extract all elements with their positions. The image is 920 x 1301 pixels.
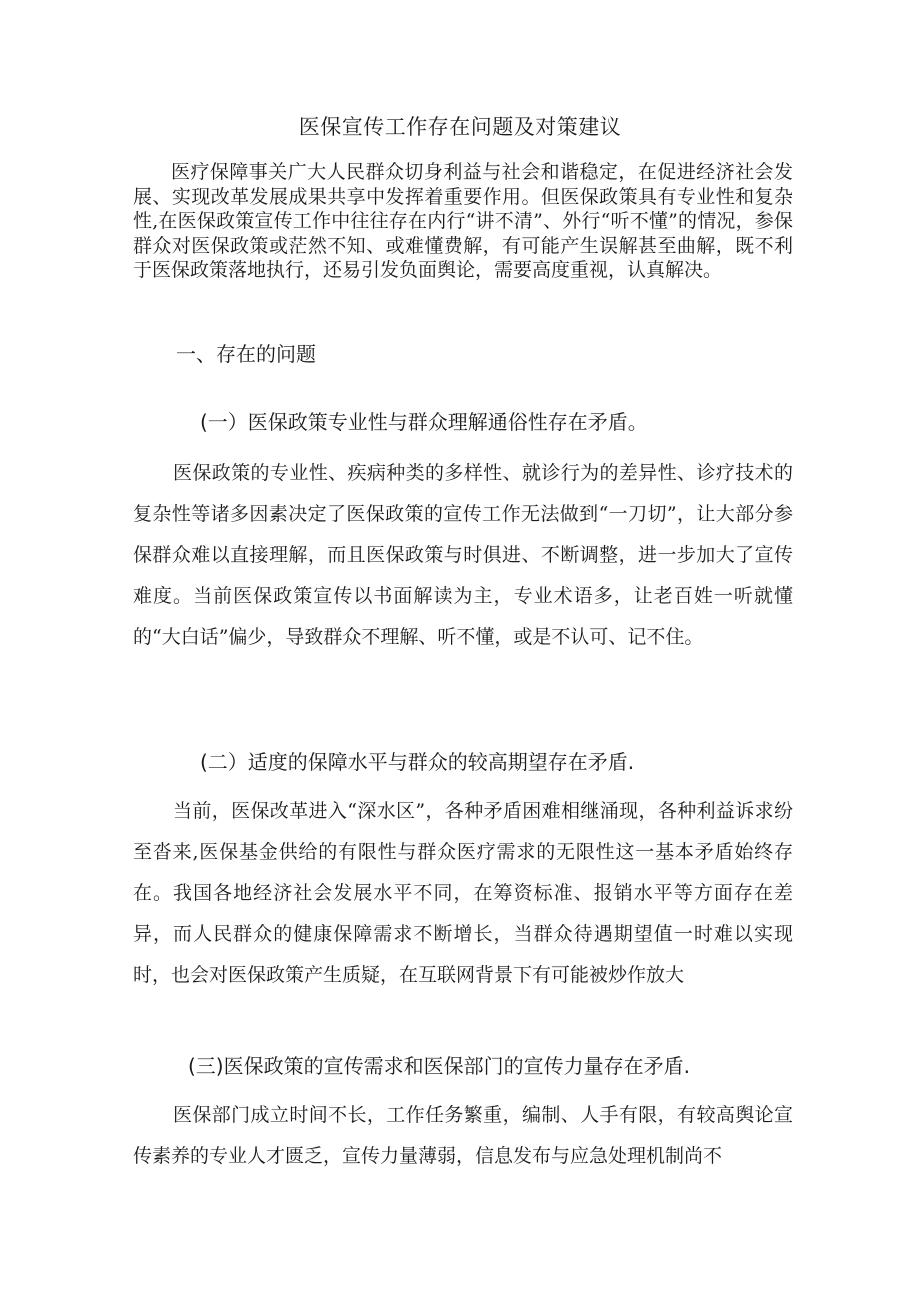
subsection-paragraph-3: 医保部门成立时间不长，工作任务繁重，编制、人手有限，有较高舆论宣传素养的专业人才匮乏，宣传力量薄弱，信息发布与应急处理机制尚不 xyxy=(133,1104,793,1167)
subsection-paragraph-2: 当前，医保改革进入“深水区”，各种矛盾困难相继涌现，各种利益诉求纷至沓来,医保基金供给的有限性与群众医疗需求的无限性这一基本矛盾始终存在。我国各地经济社会发展水平不同，在筹资标准、报销水平等方面存在差异，而人民群众的健康保障需求不断增长，当群众待遇期望值一时难以实现时，也会对医保政策产生质疑，在互联网背景下有可能被炒作放大 xyxy=(133,800,793,986)
section-heading-problems: 一、存在的问题 xyxy=(176,342,316,366)
subsection-heading-1: (一）医保政策专业性与群众理解通俗性存在矛盾。 xyxy=(200,410,648,434)
subsection-heading-2: (二）适度的保障水平与群众的较高期望存在矛盾. xyxy=(200,750,635,774)
subsection-heading-3: (三)医保政策的宣传需求和医保部门的宣传力量存在矛盾. xyxy=(188,1054,690,1078)
intro-paragraph: 医疗保障事关广大人民群众切身利益与社会和谐稳定，在促进经济社会发展、实现改革发展成果共享中发挥着重要作用。但医保政策具有专业性和复杂性,在医保政策宣传工作中往往存在内行“讲不清”、外行“听不懂”的情况，参保群众对医保政策或茫然不知、或难懂费解，有可能产生误解甚至曲解，既不利于医保政策落地执行，还易引发负面舆论，需要高度重视，认真解决。 xyxy=(133,161,793,282)
document-title: 医保宣传工作存在问题及对策建议 xyxy=(298,115,622,139)
subsection-paragraph-1: 医保政策的专业性、疾病种类的多样性、就诊行为的差异性、诊疗技术的复杂性等诸多因素决定了医保政策的宣传工作无法做到“一刀切”，让大部分参保群众难以直接理解，而且医保政策与时俱进、不断调整，进一步加大了宣传难度。当前医保政策宣传以书面解读为主，专业术语多，让老百姓一听就懂的“大白话”偏少，导致群众不理解、听不懂，或是不认可、记不住。 xyxy=(133,462,793,648)
